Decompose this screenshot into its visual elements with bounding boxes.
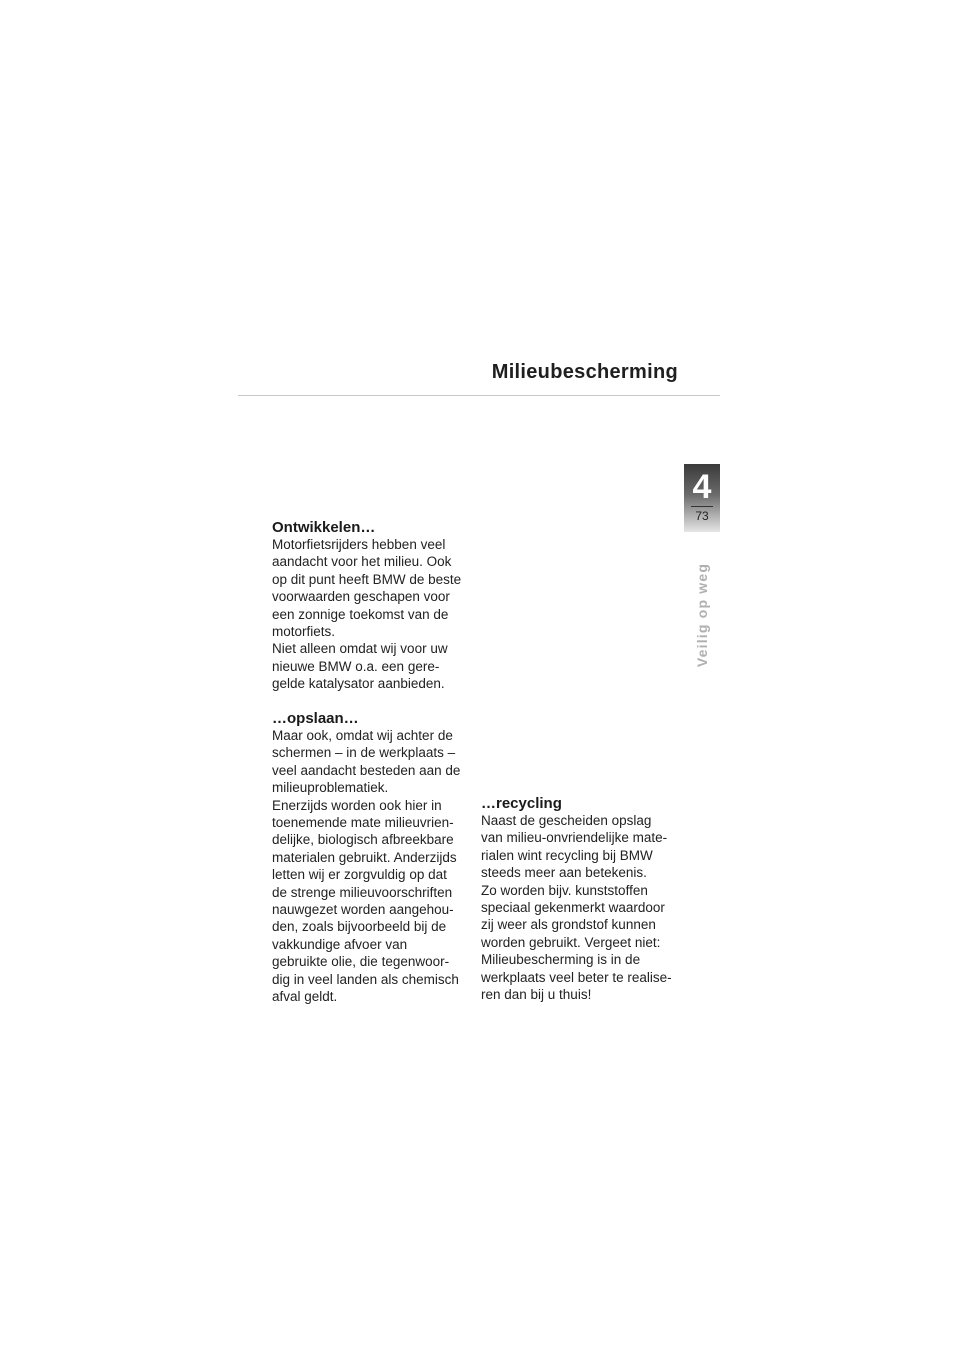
text-line: aandacht voor het milieu. Ook <box>272 554 452 570</box>
text-line: op dit punt heeft BMW de beste <box>272 571 462 587</box>
text-line: delijke, biologisch afbreekbare <box>272 832 454 848</box>
text-line: letten wij er zorgvuldig op dat <box>272 867 447 883</box>
header-divider <box>238 395 720 396</box>
text-line: materialen gebruikt. Anderzijds <box>272 849 457 865</box>
section-heading: …opslaan… <box>272 710 359 727</box>
section-heading: Ontwikkelen… <box>272 519 376 536</box>
text-line: motorfiets. <box>272 624 336 640</box>
page-number: 73 <box>695 509 709 523</box>
chapter-number: 4 <box>692 468 712 506</box>
page-title: Milieubescherming <box>491 361 678 383</box>
section-recycling <box>481 796 681 1003</box>
text-line: zij weer als grondstof kunnen <box>481 917 656 933</box>
text-line: Enerzijds worden ook hier in <box>272 797 442 813</box>
text-line: ren dan bij u thuis! <box>481 987 592 1003</box>
text-line: worden gebruikt. Vergeet niet: <box>481 934 661 950</box>
text-line: milieuproblematiek. <box>272 780 389 796</box>
section-ontwikkelen <box>272 520 472 693</box>
text-line: een zonnige toekomst van de <box>272 606 449 622</box>
text-line: rialen wint recycling bij BMW <box>481 847 653 863</box>
text-line: vakkundige afvoer van <box>272 936 408 952</box>
text-line: van milieu-onvriendelijke mate- <box>481 830 668 846</box>
text-line: dig in veel landen als chemisch <box>272 971 459 987</box>
text-line: Milieubescherming is in de <box>481 952 641 968</box>
section-heading: …recycling <box>481 795 562 812</box>
chapter-tab-divider <box>691 506 713 507</box>
section-body <box>481 812 681 1003</box>
text-line: Niet alleen omdat wij voor uw <box>272 641 448 657</box>
text-line: Naast de gescheiden opslag <box>481 813 652 828</box>
text-line: speciaal gekenmerkt waardoor <box>481 900 665 916</box>
text-line: toenemende mate milieuvrien- <box>272 815 454 831</box>
text-line: veel aandacht besteden aan de <box>272 762 461 778</box>
section-body <box>272 536 472 693</box>
text-line: Zo worden bijv. kunststoffen <box>481 882 648 898</box>
text-line: de strenge milieuvoorschriften <box>272 884 453 900</box>
text-line: schermen – in de werkplaats – <box>272 745 456 761</box>
text-line: werkplaats veel beter te realise- <box>481 969 672 985</box>
section-body <box>272 727 472 1006</box>
text-line: afval geldt. <box>272 989 338 1005</box>
section-label: Veilig op weg <box>694 562 710 668</box>
section-opslaan <box>272 711 472 1006</box>
text-line: voorwaarden geschapen voor <box>272 589 450 605</box>
text-line: steeds meer aan betekenis. <box>481 865 647 881</box>
text-line: den, zoals bijvoorbeeld bij de <box>272 919 447 935</box>
text-line: Maar ook, omdat wij achter de <box>272 728 453 743</box>
chapter-tab <box>684 464 720 532</box>
text-line: nauwgezet worden aangehou- <box>272 902 454 918</box>
text-line: gebruikte olie, die tegenwoor- <box>272 954 450 970</box>
text-line: gelde katalysator aanbieden. <box>272 676 445 692</box>
text-line: nieuwe BMW o.a. een gere- <box>272 658 440 674</box>
text-line: Motorfietsrijders hebben veel <box>272 537 446 552</box>
